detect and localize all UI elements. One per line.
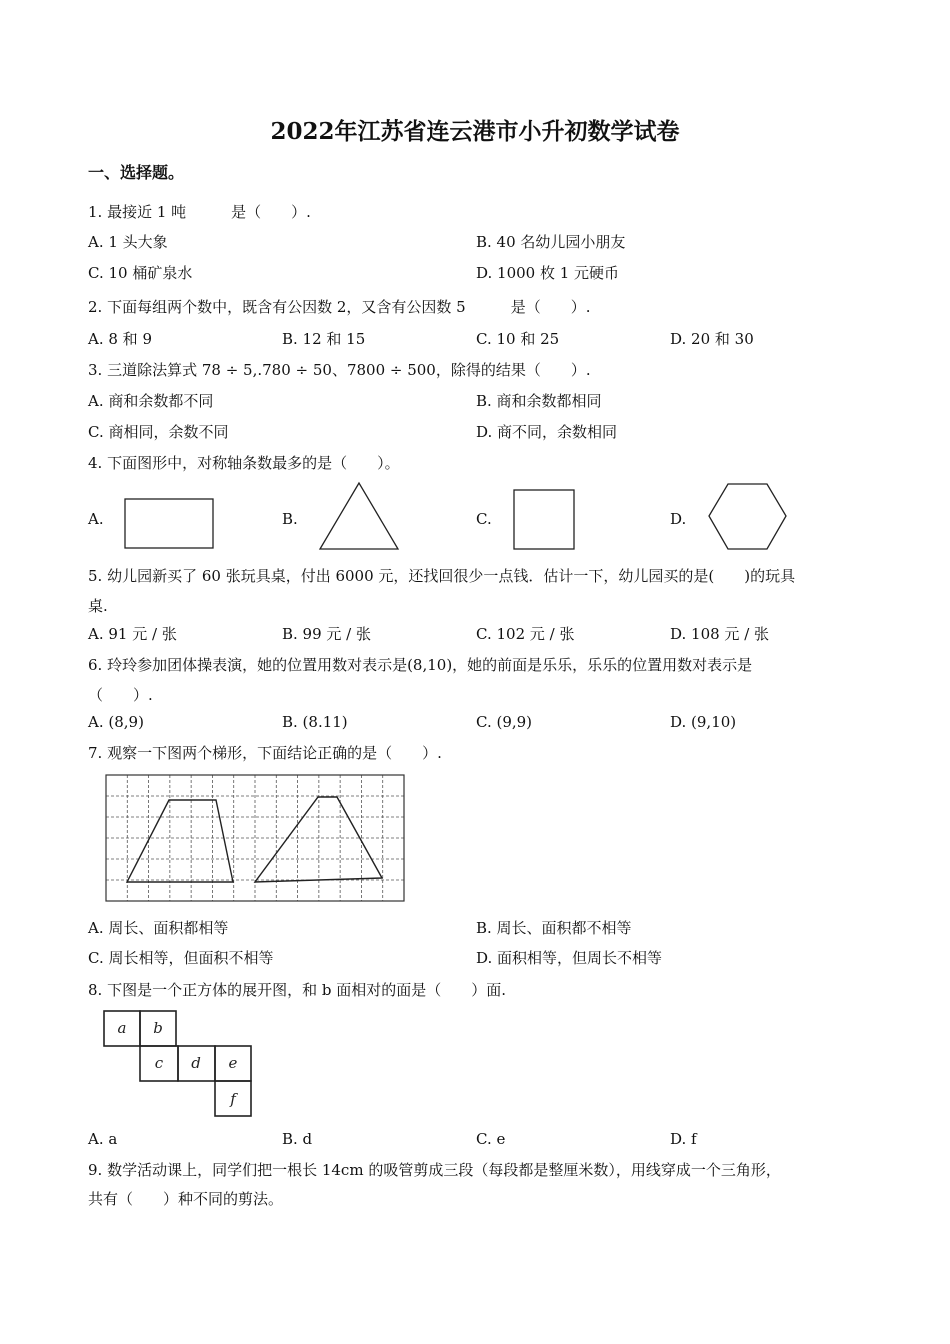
net-label-f: f xyxy=(230,1090,236,1108)
question-2-option-a: A. 8 和 9 xyxy=(88,330,152,348)
question-1-option-a: A. 1 头大象 xyxy=(88,233,168,251)
question-6-stem-line2: （ ）. xyxy=(88,686,153,704)
question-5-option-b: B. 99 元 / 张 xyxy=(282,625,372,643)
question-6-option-b: B. (8.11) xyxy=(282,713,348,731)
question-4-option-b: B. xyxy=(282,510,298,528)
question-2-option-d: D. 20 和 30 xyxy=(670,330,754,348)
question-7-option-c: C. 周长相等，但面积不相等 xyxy=(88,949,274,967)
net-label-a: a xyxy=(117,1019,127,1037)
question-1-stem: 1. 最接近 1 吨 是（ ）. xyxy=(88,203,311,221)
question-7-option-b: B. 周长、面积都不相等 xyxy=(476,919,632,937)
net-label-e: e xyxy=(228,1054,238,1072)
question-1-option-c: C. 10 桶矿泉水 xyxy=(88,264,193,282)
section-heading: 一、选择题。 xyxy=(88,163,185,182)
question-2-option-c: C. 10 和 25 xyxy=(476,330,560,348)
question-5-option-a: A. 91 元 / 张 xyxy=(88,625,177,643)
page-title: 2022年江苏省连云港市小升初数学试卷 xyxy=(270,118,680,145)
question-9-stem-line2: 共有（ ）种不同的剪法。 xyxy=(88,1190,284,1208)
question-7-option-a: A. 周长、面积都相等 xyxy=(88,919,229,937)
net-label-d: d xyxy=(191,1054,201,1072)
question-3-option-d: D. 商不同，余数相同 xyxy=(476,423,618,441)
question-7-stem: 7. 观察一下图两个梯形，下面结论正确的是（ ）. xyxy=(88,744,442,762)
question-1-option-b: B. 40 名幼儿园小朋友 xyxy=(476,233,626,251)
question-3-option-a: A. 商和余数都不同 xyxy=(88,392,214,410)
question-8-option-c: C. e xyxy=(476,1130,506,1148)
question-5-option-d: D. 108 元 / 张 xyxy=(670,625,770,643)
question-5-option-c: C. 102 元 / 张 xyxy=(476,625,575,643)
question-3-stem: 3. 三道除法算式 78 ÷ 5,.780 ÷ 50、7800 ÷ 500，除得的结果（ ）. xyxy=(88,361,591,379)
question-6-option-a: A. (8,9) xyxy=(88,713,144,731)
question-1-option-d: D. 1000 枚 1 元硬币 xyxy=(476,264,620,282)
question-8-option-b: B. d xyxy=(282,1130,313,1148)
question-5-stem-line2: 桌. xyxy=(88,597,108,615)
question-8-stem: 8. 下图是一个正方体的展开图，和 b 面相对的面是（ ）面. xyxy=(88,981,506,999)
net-label-c: c xyxy=(154,1054,164,1072)
question-5-stem-line1: 5. 幼儿园新买了 60 张玩具桌，付出 6000 元，还找回很少一点钱．估计一下，幼儿园买的是( )的玩具 xyxy=(88,567,796,585)
question-8-option-a: A. a xyxy=(88,1130,118,1148)
question-6-option-c: C. (9,9) xyxy=(476,713,533,731)
question-4-option-d: D. xyxy=(670,510,687,528)
question-8-option-d: D. f xyxy=(670,1130,697,1148)
net-label-b: b xyxy=(153,1019,163,1037)
question-6-stem-line1: 6. 玲玲参加团体操表演，她的位置用数对表示是(8,10)，她的前面是乐乐，乐乐的位置用数对表示是 xyxy=(88,656,753,674)
question-4-option-c: C. xyxy=(476,510,492,528)
question-7-option-d: D. 面积相等，但周长不相等 xyxy=(476,949,663,967)
question-9-stem-line1: 9. 数学活动课上，同学们把一根长 14cm 的吸管剪成三段（每段都是整厘米数），用线穿成一个三角形， xyxy=(88,1161,781,1179)
question-6-option-d: D. (9,10) xyxy=(670,713,737,731)
question-4-stem: 4. 下面图形中，对称轴条数最多的是（ ）。 xyxy=(88,454,400,472)
question-3-option-c: C. 商相同，余数不同 xyxy=(88,423,229,441)
question-3-option-b: B. 商和余数都相同 xyxy=(476,392,602,410)
question-4-option-a: A. xyxy=(88,510,104,528)
question-2-stem: 2. 下面每组两个数中，既含有公因数 2，又含有公因数 5 是（ ）. xyxy=(88,298,591,316)
question-2-option-b: B. 12 和 15 xyxy=(282,330,366,348)
